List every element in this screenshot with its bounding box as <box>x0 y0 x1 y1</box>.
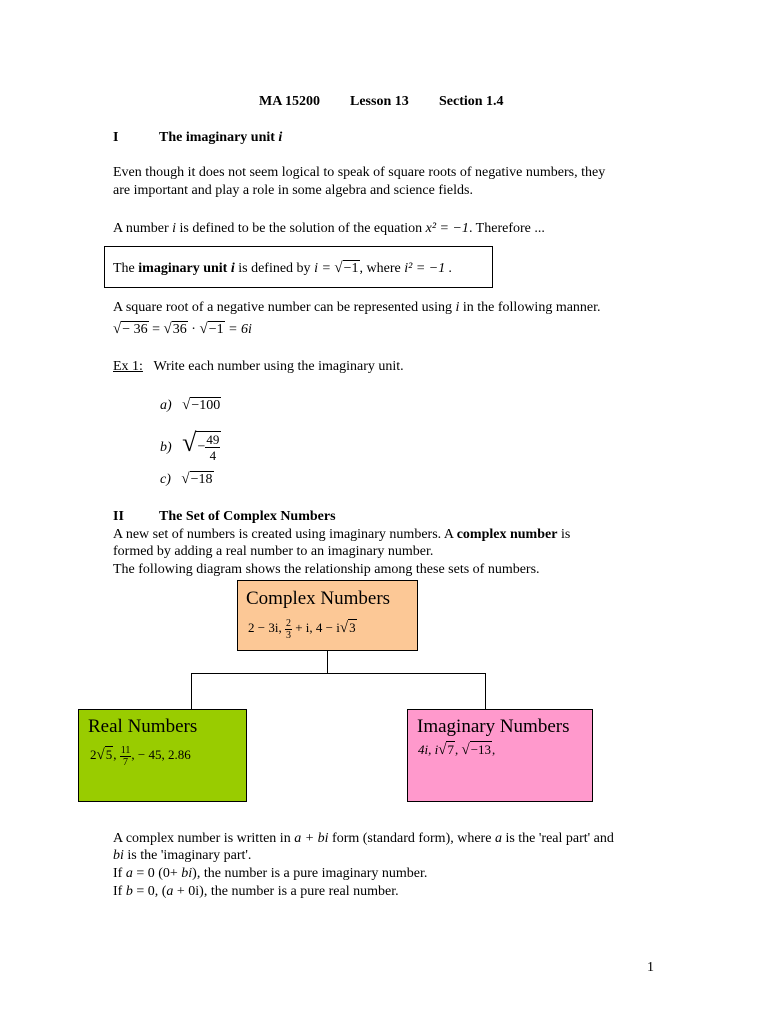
imaginary-numbers-box <box>407 709 593 802</box>
page-number: 1 <box>647 960 654 975</box>
part2-title: The Set of Complex Numbers <box>159 509 336 524</box>
exercise-item-a: a) √−100 <box>160 397 221 413</box>
sqrt-explanation: A square root of a negative number can be represented using i in the following manner. <box>113 300 601 315</box>
closing-line-1: A complex number is written in a + bi form (standard form), where a is the 'real part' and <box>113 831 614 846</box>
connector-line <box>485 673 486 709</box>
connector-line <box>191 673 486 674</box>
definition-sentence: A number i is defined to be the solution of the equation x² = −1. Therefore ... <box>113 221 545 236</box>
connector-line <box>327 650 328 673</box>
part2-line-1: A new set of numbers is created using imaginary numbers. A complex number is <box>113 527 571 542</box>
exercise-1: Ex 1: Write each number using the imaginary unit. <box>113 359 404 374</box>
complex-numbers-title: Complex Numbers <box>246 588 391 609</box>
intro-line-1: Even though it does not seem logical to speak of square roots of negative numbers, they <box>113 165 606 180</box>
part2-line-3: The following diagram shows the relationship among these sets of numbers. <box>113 562 540 577</box>
sqrt-example: √− 36 = √36 · √−1 = 6i <box>113 321 252 337</box>
complex-numbers-box <box>237 580 418 651</box>
part1-numeral: I <box>113 130 119 145</box>
connector-line <box>191 673 192 709</box>
part2-line-2: formed by adding a real number to an imaginary number. <box>113 544 434 559</box>
complex-numbers-examples: 2 − 3i, $\frac{2}{3}$ + i, 4 − i√3 <box>248 617 356 641</box>
section-number: Section 1.4 <box>439 94 504 109</box>
definition-box-text: The imaginary unit i is defined by i = √−1, where i² = −1 . <box>113 260 453 276</box>
part1-title: The imaginary unit i <box>159 130 283 145</box>
exercise-item-c: c) √−18 <box>160 471 213 487</box>
part2-numeral: II <box>113 509 124 524</box>
imaginary-numbers-examples: 4i, i√7, √−13, <box>418 742 496 758</box>
intro-line-2: are important and play a role in some algebra and science fields. <box>113 183 473 198</box>
closing-line-4: If b = 0, (a + 0i), the number is a pure real number. <box>113 884 399 899</box>
lesson-number: Lesson 13 <box>350 94 409 109</box>
imaginary-numbers-title: Imaginary Numbers <box>417 716 570 737</box>
closing-line-3: If a = 0 (0+ bi), the number is a pure imaginary number. <box>113 866 428 881</box>
real-numbers-title: Real Numbers <box>88 716 198 737</box>
real-numbers-examples: 2√5, $\frac{11}{7}$ , − 45, 2.86 <box>90 744 191 768</box>
course-code: MA 15200 <box>259 94 321 109</box>
exercise-item-b: b) √− $\frac{49}{4}$ <box>160 428 220 464</box>
real-numbers-box <box>78 709 247 802</box>
closing-line-2: bi is the 'imaginary part'. <box>113 848 252 863</box>
